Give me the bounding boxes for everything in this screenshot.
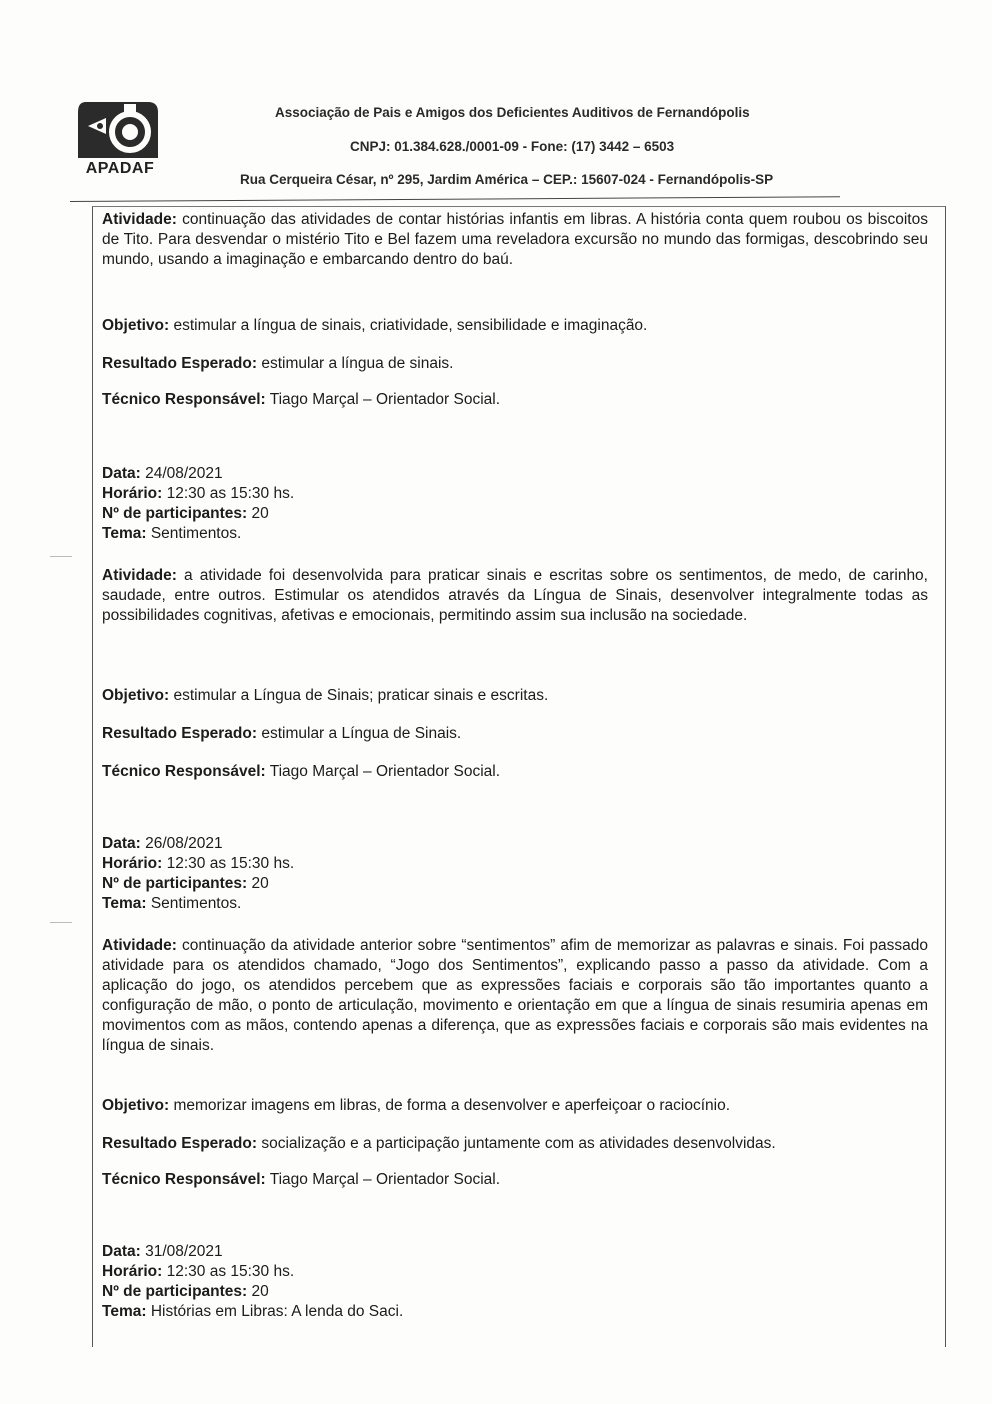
entry-atividade [102, 210, 928, 270]
label-data: Data: [102, 835, 141, 852]
atividade-text: continuação das atividades de contar histórias infantis em libras. A história conta quem roubou os biscoitos de Tito. Para desvendar o mistério Tito e Bel fazem uma reveladora excursão no mundo das formigas, descobrindo seu mundo, usando a imaginação e embarcando dentro do baú. [102, 211, 928, 268]
entry-participantes [102, 1282, 928, 1302]
entry-atividade [102, 936, 928, 1056]
tecnico-text: Tiago Marçal – Orientador Social. [269, 1171, 501, 1188]
label-tema: Tema: [102, 895, 147, 912]
entry-horario [102, 854, 928, 874]
scan-mark [50, 922, 72, 923]
horario-value: 12:30 as 15:30 hs. [166, 1263, 295, 1280]
label-objetivo: Objetivo: [102, 1097, 170, 1114]
logo-wordmark: APADAF [85, 160, 155, 177]
entry-atividade [102, 566, 928, 626]
entry-resultado [102, 1134, 928, 1154]
entry-resultado [102, 354, 928, 374]
resultado-text: estimular a língua de sinais. [261, 355, 454, 372]
resultado-text: socialização e a participação juntamente com as atividades desenvolvidas. [261, 1135, 776, 1152]
header-divider [70, 196, 840, 202]
label-tecnico: Técnico Responsável: [102, 391, 266, 408]
label-atividade: Atividade: [102, 937, 177, 954]
entry-participantes [102, 504, 928, 524]
entry-horario [102, 484, 928, 504]
scan-mark [50, 556, 72, 557]
label-data: Data: [102, 465, 141, 482]
tema-value: Sentimentos. [150, 895, 242, 912]
data-value: 24/08/2021 [145, 465, 223, 482]
label-tema: Tema: [102, 1303, 147, 1320]
entry-objetivo [102, 316, 928, 336]
entry-objetivo [102, 686, 928, 706]
horario-value: 12:30 as 15:30 hs. [166, 485, 295, 502]
participantes-value: 20 [251, 505, 269, 522]
label-participantes: Nº de participantes: [102, 875, 248, 892]
objetivo-text: estimular a língua de sinais, criatividade, sensibilidade e imaginação. [173, 317, 648, 334]
label-data: Data: [102, 1243, 141, 1260]
objetivo-text: memorizar imagens em libras, de forma a desenvolver e aperfeiçoar o raciocínio. [173, 1097, 731, 1114]
entry-tema [102, 1302, 928, 1322]
label-horario: Horário: [102, 855, 163, 872]
label-atividade: Atividade: [102, 567, 177, 584]
entry-tecnico [102, 1170, 928, 1190]
entry-data [102, 464, 928, 484]
entry-objetivo [102, 1096, 928, 1116]
letterhead [0, 0, 992, 210]
label-resultado: Resultado Esperado: [102, 725, 258, 742]
entry-resultado [102, 724, 928, 744]
resultado-text: estimular a Língua de Sinais. [261, 725, 462, 742]
label-horario: Horário: [102, 485, 163, 502]
label-atividade: Atividade: [102, 211, 177, 228]
tema-value: Histórias em Libras: A lenda do Saci. [150, 1303, 404, 1320]
entry-tema [102, 524, 928, 544]
participantes-value: 20 [251, 875, 269, 892]
entry-horario [102, 1262, 928, 1282]
label-participantes: Nº de participantes: [102, 1283, 248, 1300]
entry-participantes [102, 874, 928, 894]
data-value: 26/08/2021 [145, 835, 223, 852]
org-address: Rua Cerqueira César, nº 295, Jardim América – CEP.: 15607-024 - Fernandópolis-SP [240, 172, 774, 187]
label-tecnico: Técnico Responsável: [102, 763, 266, 780]
label-tema: Tema: [102, 525, 147, 542]
tecnico-text: Tiago Marçal – Orientador Social. [269, 391, 501, 408]
label-tecnico: Técnico Responsável: [102, 1171, 266, 1188]
label-resultado: Resultado Esperado: [102, 355, 258, 372]
org-contact: CNPJ: 01.384.628./0001-09 - Fone: (17) 3442 – 6503 [350, 139, 675, 154]
horario-value: 12:30 as 15:30 hs. [166, 855, 295, 872]
label-participantes: Nº de participantes: [102, 505, 248, 522]
label-objetivo: Objetivo: [102, 317, 170, 334]
entry-tecnico [102, 390, 928, 410]
org-name: Associação de Pais e Amigos dos Deficientes Auditivos de Fernandópolis [275, 105, 750, 120]
label-resultado: Resultado Esperado: [102, 1135, 258, 1152]
data-value: 31/08/2021 [145, 1243, 223, 1260]
objetivo-text: estimular a Língua de Sinais; praticar sinais e escritas. [173, 687, 549, 704]
entry-tema [102, 894, 928, 914]
label-objetivo: Objetivo: [102, 687, 170, 704]
participantes-value: 20 [251, 1283, 269, 1300]
entry-data [102, 834, 928, 854]
atividade-text: continuação da atividade anterior sobre “sentimentos” afim de memorizar as palavras e sinais. Foi passado atividade para os atendidos chamado, “Jogo dos Sentimentos”, explicando passo a passo da atividade. Com a aplicação do jogo, os atendidos percebem que as expressões faciais e corporais são tão importantes quanto a configuração de mão, o ponto de articulação, movimento e orientação em que a língua de sinais resumiria apenas em movimentos com as mãos, contendo apenas a diferença, que as expressões faciais e corporais são mais evidentes na língua de sinais. [102, 937, 928, 1054]
entry-data [102, 1242, 928, 1262]
label-horario: Horário: [102, 1263, 163, 1280]
tema-value: Sentimentos. [150, 525, 242, 542]
tecnico-text: Tiago Marçal – Orientador Social. [269, 763, 501, 780]
atividade-text: a atividade foi desenvolvida para praticar sinais e escritas sobre os sentimentos, de medo, de carinho, saudade, entre outros. Estimular os atendidos através da Língua de Sinais, desenvolver integralmente todas as possibilidades cognitivas, afetivas e emocionais, permitindo assim sua inclusão na sociedade. [102, 567, 928, 624]
entry-tecnico [102, 762, 928, 782]
